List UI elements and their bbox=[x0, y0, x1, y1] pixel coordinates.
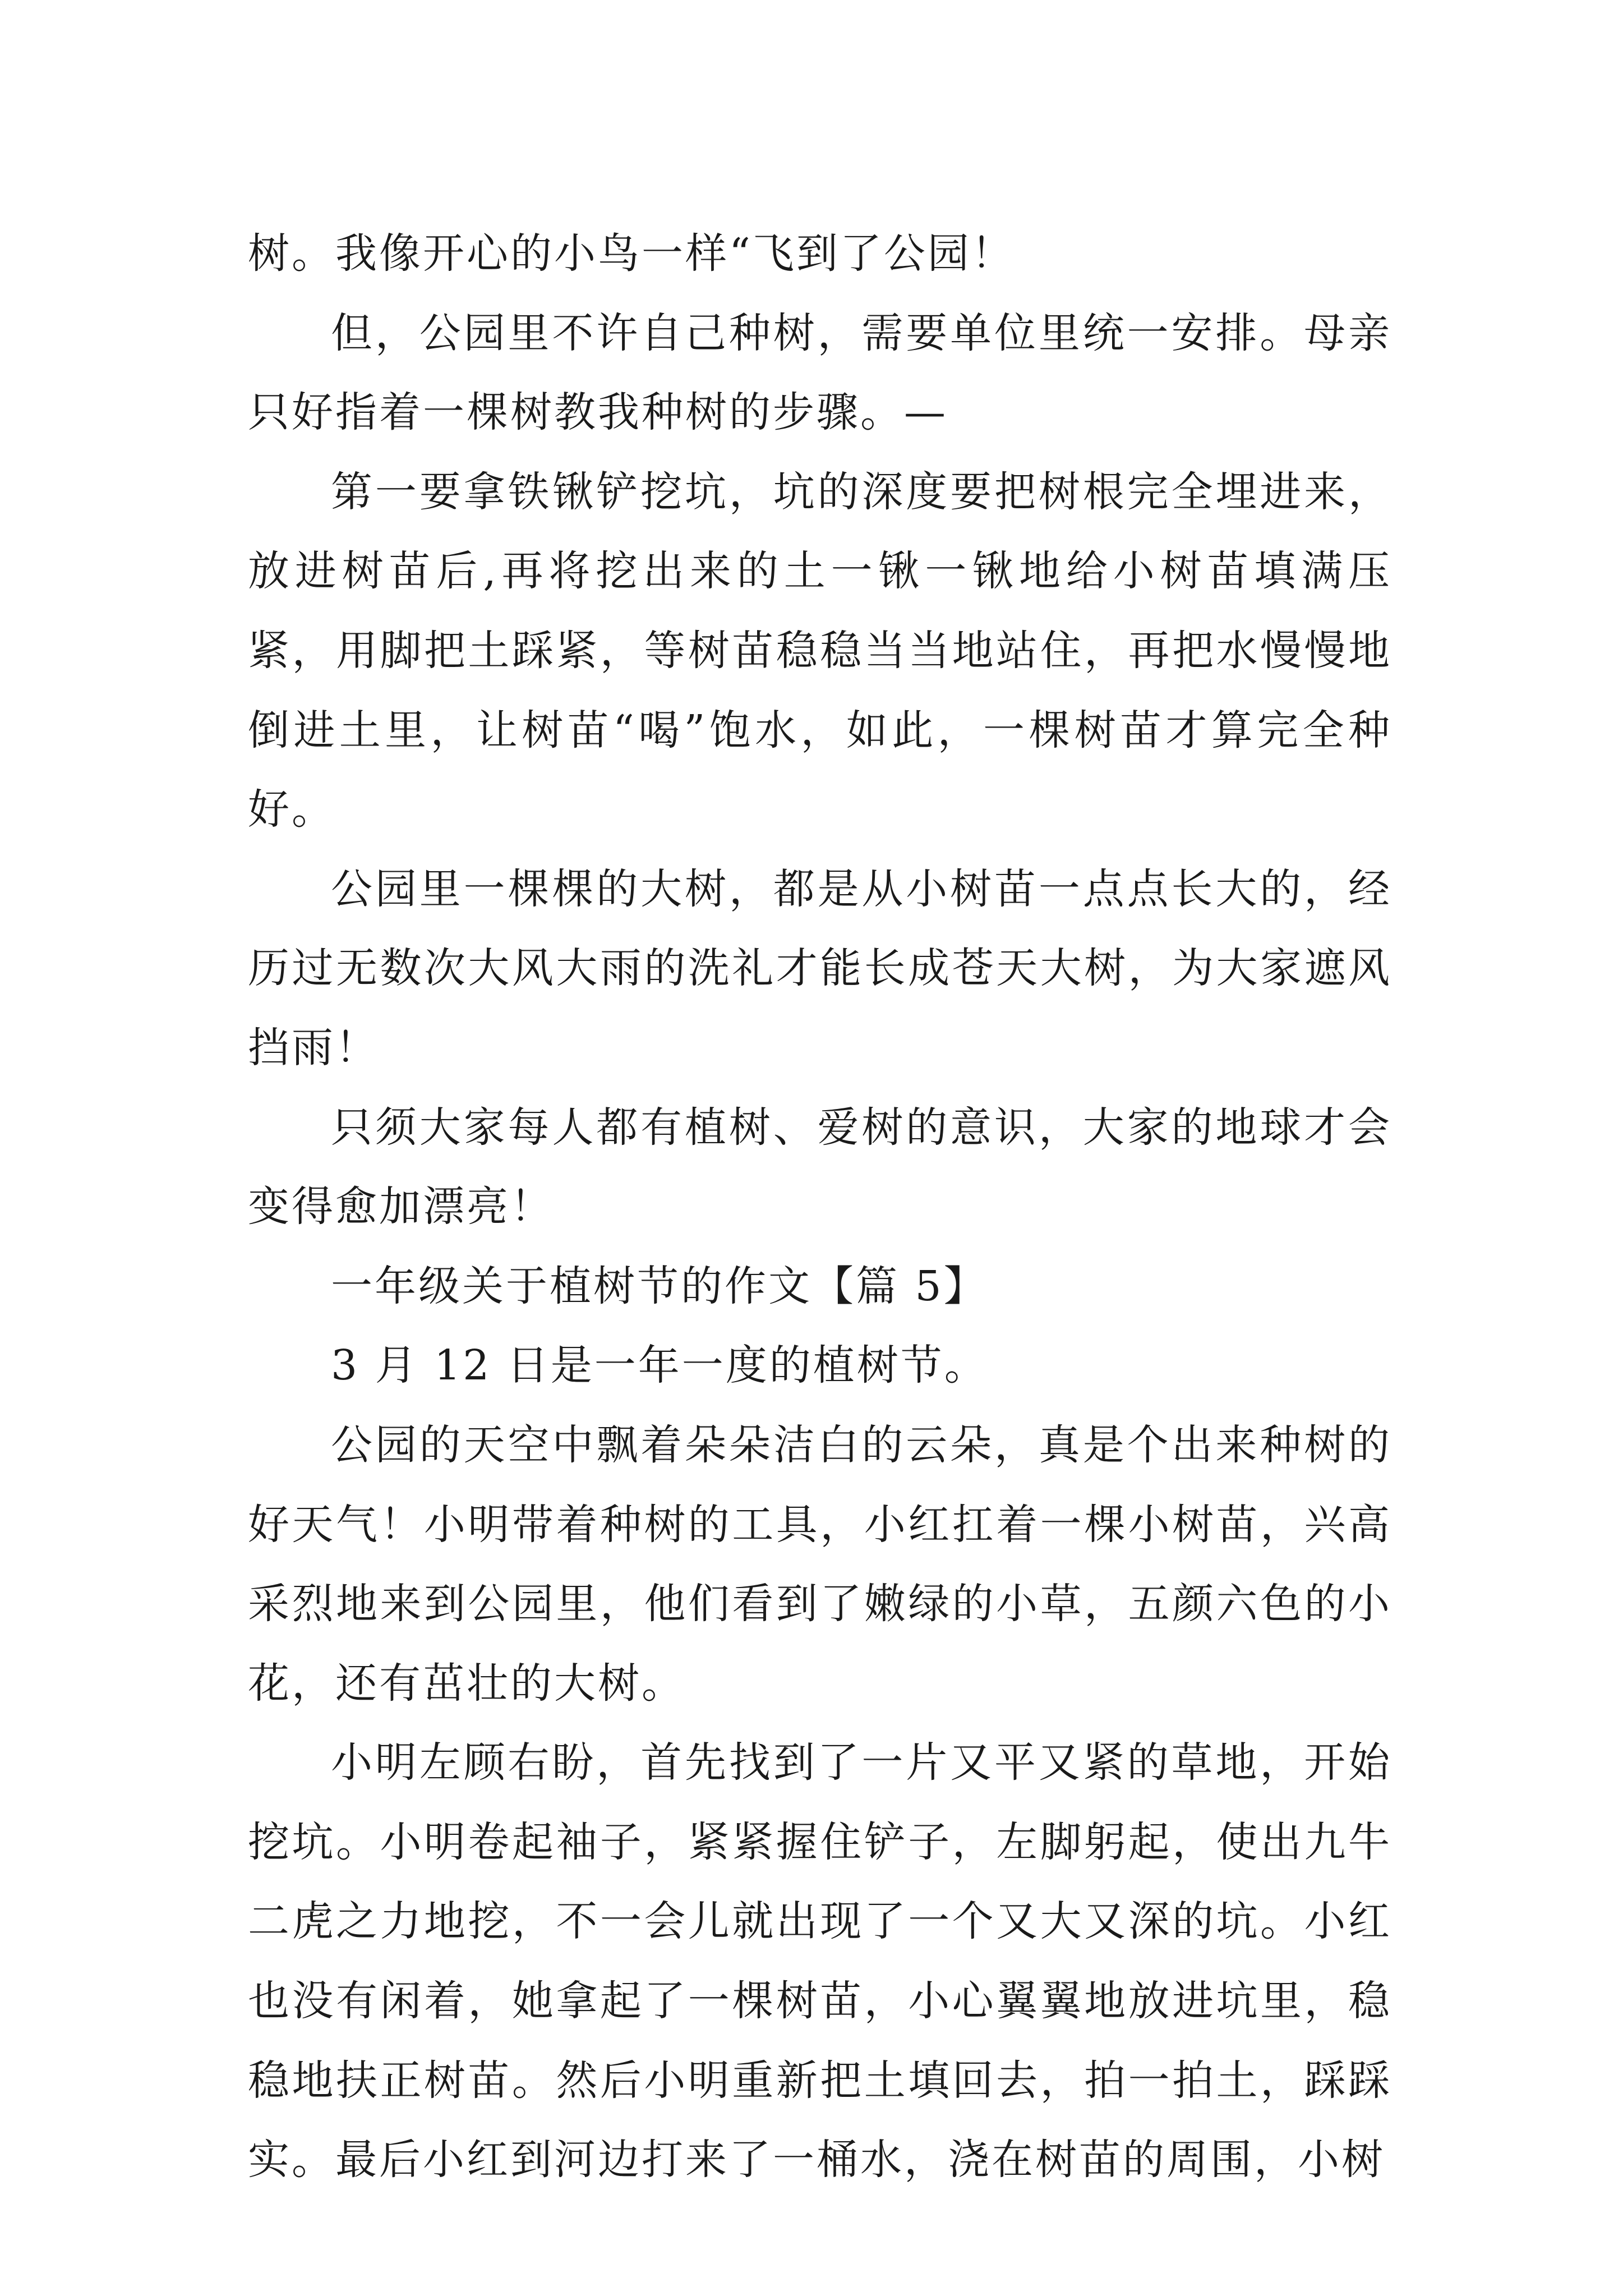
section-heading: 一年级关于植树节的作文【篇 5】 bbox=[331, 1262, 988, 1310]
paragraph-big-trees: 公园里一棵棵的大树，都是从小树苗一点点长大的，经历过无数次大风大雨的洗礼才能长成苍天大树，为大家遮风挡雨！ bbox=[248, 864, 1392, 1072]
paragraph-continued: 树。我像开心的小鸟一样“飞到了公园！ bbox=[248, 229, 1015, 278]
paragraph-planting-story: 小明左顾右盼，首先找到了一片又平又紧的草地，开始挖坑。小明卷起袖子，紧紧握住铲子，左脚躬起，使出九牛二虎之力地挖，不一会儿就出现了一个又大又深的坑。小红也没有闲着，她拿起了一棵树苗，小心翼翼地放进坑里，稳稳地扶正树苗。然后小明重新把土填回去，拍一拍土，踩踩实。最后小红到河边打来了一桶水，浇在树苗的周围，小树 bbox=[248, 1738, 1392, 2184]
paragraph-weather: 公园的天空中飘着朵朵洁白的云朵，真是个出来种树的好天气！小明带着种树的工具，小红扛着一棵小树苗，兴高采烈地来到公园里，他们看到了嫩绿的小草，五颜六色的小花，还有茁壮的大树。 bbox=[248, 1420, 1392, 1708]
paragraph-awareness: 只须大家每人都有植树、爱树的意识，大家的地球才会变得愈加漂亮！ bbox=[248, 1103, 1392, 1231]
document-body bbox=[248, 214, 1392, 2200]
paragraph-planting-steps: 第一要拿铁锹铲挖坑，坑的深度要把树根完全埋进来，放进树苗后,再将挖出来的土一锹一锹地给小树苗填满压紧，用脚把土踩紧，等树苗稳稳当当地站住，再把水慢慢地倒进土里，让树苗“喝”饱水，如此，一棵树苗才算完全种好。 bbox=[248, 467, 1392, 834]
paragraph-park-rule: 但，公园里不许自己种树，需要单位里统一安排。母亲只好指着一棵树教我种树的步骤。— bbox=[248, 309, 1392, 437]
paragraph-date: 3 月 12 日是一年一度的植树节。 bbox=[331, 1341, 988, 1390]
